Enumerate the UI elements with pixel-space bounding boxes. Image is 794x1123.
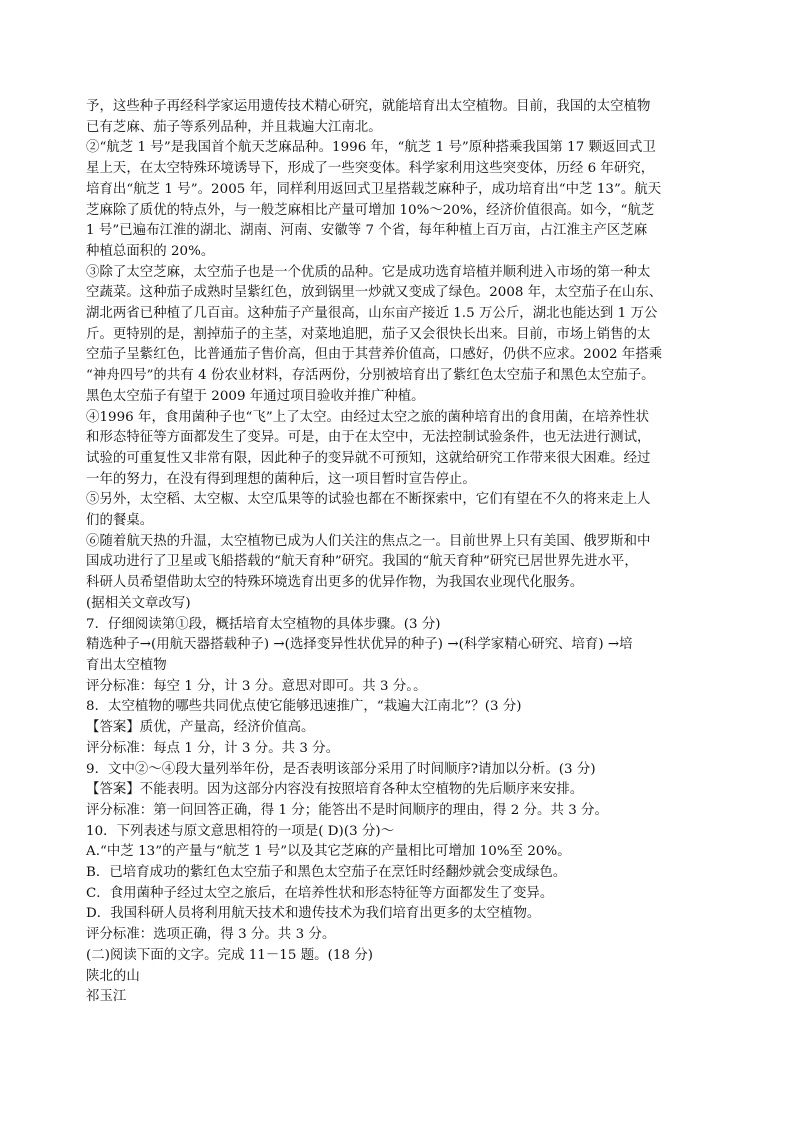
text-line: ⑥随着航天热的升温，太空植物已成为人们关注的焦点之一。目前世界上只有美国、俄罗斯和中 xyxy=(86,533,651,549)
text-line: 培育出“航芝 1 号”。2005 年，同样利用返回式卫星搭载芝麻种子，成功培育出“中芝 13”。航天 xyxy=(86,181,662,197)
text-line: 试验的可重复性又非常有限，因此种子的变异就不可预知，这就给研究工作带来很大困难。经过 xyxy=(86,450,651,466)
scoring-line: 评分标准：每空 1 分，计 3 分。意思对即可。共 3 分。。 xyxy=(86,678,427,694)
question-10: 10．下列表述与原文意思相符的一项是( D)(3 分)～ xyxy=(86,823,395,839)
text-line: 一年的努力，在没有得到理想的菌种后，这一项目暂时宣告停止。 xyxy=(86,471,476,487)
text-line: 空茄子呈紫红色，比普通茄子售价高，但由于其营养价值高，口感好，仍供不应求。2002 年搭乘 xyxy=(86,347,663,363)
answer-line: 【答案】质优，产量高，经济价值高。 xyxy=(86,720,315,736)
text-line: 种植总面积的 20%。 xyxy=(86,243,215,259)
text-line: ④1996 年，食用菌种子也“飞”上了太空。由经过太空之旅的菌种培育出的食用菌，在培养性状 xyxy=(86,409,650,425)
article-title: 陕北的山 xyxy=(86,968,140,984)
text-line: ③除了太空芝麻，太空茄子也是一个优质的品种。它是成功选育培植并顺利进入市场的第一种太 xyxy=(86,264,651,280)
text-line: 和形态特征等方面都发生了变异。可是，由于在太空中，无法控制试验条件，也无法进行测试， xyxy=(86,430,651,446)
section-heading: (二)阅读下面的文字。完成 11－15 题。(18 分) xyxy=(86,947,374,963)
scoring-line: 评分标准：选项正确，得 3 分。共 3 分。 xyxy=(86,927,336,943)
option-d: D．我国科研人员将利用航天技术和遗传技术为我们培育出更多的太空植物。 xyxy=(86,906,541,922)
text-line: 芝麻除了质优的特点外，与一般芝麻相比产量可增加 10%～20%，经济价值很高。如今，“航芝 xyxy=(86,202,655,218)
answer-line: 精选种子→(用航天器搭载种子) →(选择变异性状优异的种子) →(科学家精心研究、培育) →培 xyxy=(86,637,633,653)
text-line: 予，这些种子再经科学家运用遗传技术精心研究，就能培育出太空植物。目前，我国的太空植物 xyxy=(86,99,651,114)
text-line: 1 号”已遍布江淮的湖北、湖南、河南、安徽等 7 个省，每年种植上百万亩，占江淮主产区芝麻 xyxy=(86,223,648,239)
text-line: 们的餐桌。 xyxy=(86,513,154,529)
answer-line: 育出太空植物 xyxy=(86,657,167,673)
text-line: ②“航芝 1 号”是我国首个航天芝麻品种。1996 年，“航芝 1 号”原种搭乘我国第 17 颗返回式卫 xyxy=(86,140,656,156)
text-line: 黑色太空茄子有望于 2009 年通过项目验收并推广种植。 xyxy=(86,388,425,404)
option-b: B．已培育成功的紫红色太空茄子和黑色太空茄子在烹饪时经翻炒就会变成绿色。 xyxy=(86,865,567,881)
answer-line: 【答案】不能表明。因为这部分内容没有按照培育各种太空植物的先后顺序来安排。 xyxy=(86,782,584,798)
question-9: 9．文中②～④段大量列举年份，是否表明该部分采用了时间顺序?请加以分析。(3 分) xyxy=(86,761,596,777)
text-line: 科研人员希望借助太空的特殊环境选育出更多的优异作物，为我国农业现代化服务。 xyxy=(86,575,584,591)
text-line: 空蔬菜。这种茄子成熟时呈紫红色，放到锅里一炒就又变成了绿色。2008 年，太空茄子在山东、 xyxy=(86,285,663,301)
question-7: 7．仔细阅读第①段，概括培育太空植物的具体步骤。(3 分) xyxy=(86,616,441,632)
source-note: (据相关文章改写) xyxy=(86,595,191,611)
text-line: 湖北两省已种植了几百亩。这种茄子产量很高，山东亩产接近 1.5 万公斤，湖北也能达到 1 万公 xyxy=(86,306,658,322)
text-line: 斤。更特别的是，割掉茄子的主茎，对菜地追肥，茄子又会很快长出来。目前，市场上销售的太 xyxy=(86,326,651,342)
scoring-line: 评分标准：第一问回答正确，得 1 分；能答出不是时间顺序的理由，得 2 分。共 3 分。 xyxy=(86,802,608,818)
option-a: A.“中芝 13”的产量与“航芝 1 号”以及其它芝麻的产量相比可增加 10%至 20%。 xyxy=(86,844,571,860)
question-8: 8．太空植物的哪些共同优点使它能够迅速推广，“栽遍大江南北”？(3 分) xyxy=(86,699,522,715)
option-c: C．食用菌种子经过太空之旅后，在培养性状和形态特征等方面都发生了变异。 xyxy=(86,885,554,901)
article-author: 祁玉江 xyxy=(86,989,127,1005)
text-line: 星上天，在太空特殊环境诱导下，形成了一些突变体。科学家利用这些突变体，历经 6 年研究， xyxy=(86,161,655,177)
scoring-line: 评分标准：每点 1 分，计 3 分。共 3 分。 xyxy=(86,740,340,756)
text-line: 已有芝麻、茄子等系列品种，并且栽遍大江南北。 xyxy=(86,119,382,135)
text-line: ⑤另外，太空稻、太空椒、太空瓜果等的试验也都在不断探索中，它们有望在不久的将来走上人 xyxy=(86,492,651,508)
text-line: 国成功进行了卫星或飞船搭载的“航天育种”研究。我国的“航天育种”研究已居世界先进水平， xyxy=(86,554,638,570)
text-line: “神舟四号”的共有 4 份农业材料，存活两份，分别被培育出了紫红色太空茄子和黑色太空茄子。 xyxy=(86,368,655,384)
